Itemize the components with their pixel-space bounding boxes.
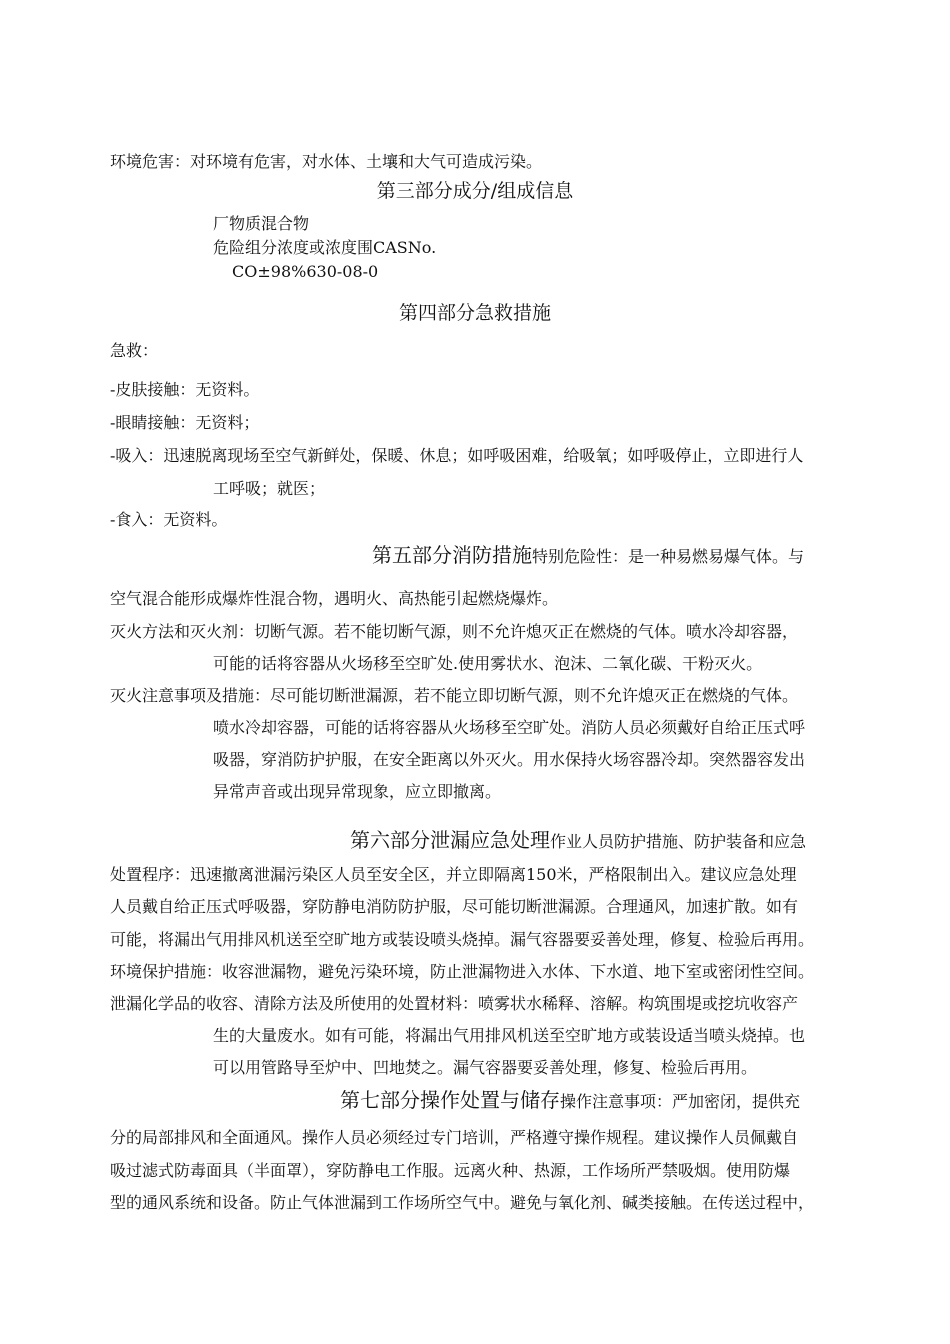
section-5-line-7: 吸器，穿消防护护服，在安全距离以外灭火。用水保持火场容器冷却。突然器容发出 bbox=[213, 750, 806, 769]
section-5-title: 第五部分消防措施 bbox=[372, 543, 532, 567]
section-4-line-3: -眼睛接触：无资料； bbox=[110, 413, 260, 432]
section-6-line-4: 可能，将漏出气用排风机送至空旷地方或装设喷头烧掉。漏气容器要妥善处理，修复、检验后再用。 bbox=[110, 930, 815, 949]
section-6-line-7: 生的大量废水。如有可能，将漏出气用排风机送至空旷地方或装设适当喷头烧掉。也 bbox=[213, 1026, 806, 1045]
section-5-line-4: 可能的话将容器从火场移至空旷处.使用雾状水、泡沫、二氧化碳、干粉灭火。 bbox=[213, 654, 763, 673]
section-5-heading-line bbox=[372, 544, 804, 568]
section-7-line-3: 吸过滤式防毒面具（半面罩），穿防静电工作服。远离火种、热源，工作场所严禁吸烟。使用防爆 bbox=[110, 1161, 791, 1180]
section-7-line-1-tail: 操作注意事项：严加密闭，提供充 bbox=[560, 1092, 801, 1111]
section-6-title: 第六部分泄漏应急处理 bbox=[350, 828, 550, 852]
section-6-line-6: 泄漏化学品的收容、清除方法及所使用的处置材料：喷雾状水稀释、溶解。构筑围堤或挖坑收容产 bbox=[110, 994, 799, 1013]
section-7-heading-line bbox=[340, 1089, 800, 1113]
section-7-title: 第七部分操作处置与储存 bbox=[340, 1088, 560, 1112]
section-4-line-5: 工呼吸；就医； bbox=[213, 479, 326, 498]
section-6-line-3: 人员戴自给正压式呼吸器，穿防静电消防防护服，尽可能切断泄漏源。合理通风，加速扩散。如有 bbox=[110, 897, 799, 916]
environment-hazard-line: 环境危害：对环境有危害，对水体、土壤和大气可造成污染。 bbox=[110, 152, 543, 171]
section-5-line-2: 空气混合能形成爆炸性混合物，遇明火、高热能引起燃烧爆炸。 bbox=[110, 589, 559, 608]
section-3-line-1: 厂物质混合物 bbox=[213, 214, 310, 233]
section-3-line-3: CO±98%630-08-0 bbox=[232, 262, 379, 281]
section-5-line-3: 灭火方法和灭火剂：切断气源。若不能切断气源，则不允许熄灭正在燃烧的气体。喷水冷却容器， bbox=[110, 622, 799, 641]
section-7-line-2: 分的局部排风和全面通风。操作人员必须经过专门培训，严格遵守操作规程。建议操作人员佩戴自 bbox=[110, 1128, 799, 1147]
section-6-line-8: 可以用管路导至炉中、凹地焚之。漏气容器要妥善处理，修复、检验后再用。 bbox=[213, 1058, 758, 1077]
section-3-title: 第三部分成分/组成信息 bbox=[376, 180, 574, 202]
section-5-line-5: 灭火注意事项及措施：尽可能切断泄漏源，若不能立即切断气源，则不允许熄灭正在燃烧的气体。 bbox=[110, 686, 799, 705]
section-5-line-6: 喷水冷却容器，可能的话将容器从火场移至空旷处。消防人员必须戴好自给正压式呼 bbox=[213, 718, 806, 737]
section-4-line-1: 急救： bbox=[110, 341, 159, 360]
section-6-line-5: 环境保护措施：收容泄漏物，避免污染环境，防止泄漏物进入水体、下水道、地下室或密闭性空间。 bbox=[110, 962, 815, 981]
section-3-line-2: 危险组分浓度或浓度围CASNo. bbox=[213, 238, 437, 257]
section-5-line-8: 异常声音或出现异常现象，应立即撤离。 bbox=[213, 782, 502, 801]
section-6-line-2: 处置程序：迅速撤离泄漏污染区人员至安全区，并立即隔离150米，严格限制出入。建议应急处理 bbox=[110, 865, 797, 884]
section-6-heading-line bbox=[350, 829, 806, 853]
section-7-line-4: 型的通风系统和设备。防止气体泄漏到工作场所空气中。避免与氧化剂、碱类接触。在传送过程中， bbox=[110, 1193, 815, 1212]
section-4-title: 第四部分急救措施 bbox=[398, 302, 551, 324]
section-4-line-6: -食入：无资料。 bbox=[110, 510, 228, 529]
section-6-line-1-tail: 作业人员防护措施、防护装备和应急 bbox=[550, 832, 807, 851]
section-4-line-4: -吸入：迅速脱离现场至空气新鲜处，保暖、休息；如呼吸困难，给吸氧；如呼吸停止，立即进行人 bbox=[110, 446, 804, 465]
section-4-line-2: -皮肤接触：无资料。 bbox=[110, 380, 260, 399]
section-5-line-1-tail: 特别危险性：是一种易燃易爆气体。与 bbox=[532, 547, 805, 566]
